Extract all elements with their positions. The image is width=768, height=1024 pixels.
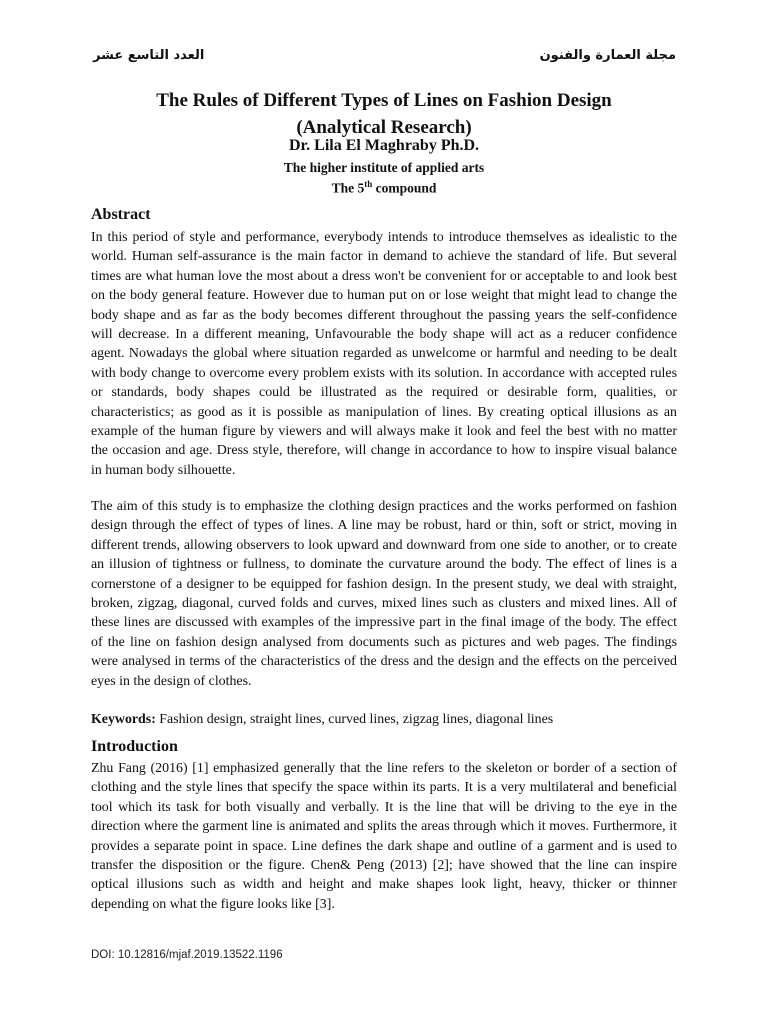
issue-number-arabic: العدد التاسع عشر bbox=[93, 48, 205, 63]
institution-line-1: The higher institute of applied arts bbox=[283, 160, 485, 175]
keywords bbox=[91, 710, 553, 729]
abstract-paragraph-2: The aim of this study is to emphasize the clothing design practices and the works performed on fashion design through the effect of types of lines. A line may be robust, hard or thin, soft or strict, moving in different trends, allowing observers to look upward and downward from one side to another, or to create an illusion of tightness or fullness, to dominate the curvature around the body. The effect of lines is a cornerstone of a designer to be equipped for fashion design. In the present study, we deal with straight, broken, zigzag, diagonal, curved folds and curves, mixed lines such as clusters and mixed lines. All of these lines are discussed with examples of the impressive part in the final image of the body. The effect of the line on fashion design analysed from documents such as pictures and web pages. The findings were analysed in terms of the characteristics of the dress and the design and the effects on the perceived eyes in the design of clothes. bbox=[91, 499, 677, 689]
journal-name-arabic: مجلة العمارة والفنون bbox=[539, 48, 676, 63]
author-name: Dr. Lila El Maghraby Ph.D. bbox=[288, 137, 480, 154]
abstract-paragraph-1: In this period of style and performance, everybody intends to introduce themselves as idealistic to the world. Human self-assurance is the main factor in demand to achieve the standard of life. But several times are what human love the most about a dress won't be convenient for or acceptable to and look best on the body general feature. However due to human put on or lose weight that might lead to change the body shape and as far as the body becomes different throughout the passing years the self-confidence will decrease. In a different meaning, Unfavourable the body shape will act as a reducer confidence agent. Nowadays the global where situation regarded as unwelcome or harmful and needing to be dealt with body change to overcome every problem exists with its solution. In accordance with accepted rules or standards, body shapes could be illustrated as the required or desirable form, qualities, or characteristics; as good as it is possible as manipulation of lines. By creating optical illusions as an example of the human figure by viewers and will always make it look and feel the best with no matter the occasion and age. Dress style, therefore, will change in accordance to how to inspire visual balance in human body silhouette. bbox=[91, 230, 677, 478]
introduction-heading: Introduction bbox=[91, 738, 178, 755]
institution-line-2-pre: The 5 bbox=[331, 180, 365, 196]
institution-line-2-post: compound bbox=[372, 180, 437, 196]
keywords-list: Fashion design, straight lines, curved lines, zigzag lines, diagonal lines bbox=[155, 712, 554, 727]
doi-footer: DOI: 10.12816/mjaf.2019.13522.1196 bbox=[91, 949, 283, 961]
title-line-2: (Analytical Research) bbox=[296, 117, 472, 138]
introduction-paragraph-1: Zhu Fang (2016) [1] emphasized generally that the line refers to the skeleton or border of a section of clothing and the style lines that specify the space within its parts. It is a very multilateral and beneficial tool which its task for both visually and verbally. It is the line that will be driving to the eye in the direction where the garment line is animated and splits the areas through which it moves. Furthermore, it provides a separate point in space. Line defines the dark shape and outline of a garment and is used to transfer the disposition or the figure. Chen& Peng (2013) [2]; have showed that the line can inspire optical illusions such as width and height and make shapes look light, heavy, thicker or thinner depending on what the figure looks like [3]. bbox=[91, 761, 677, 912]
abstract-heading: Abstract bbox=[91, 206, 151, 223]
title-line-1: The Rules of Different Types of Lines on Fashion Design bbox=[156, 90, 612, 111]
institution-line-2 bbox=[0, 179, 768, 197]
institution-line-2-sup: th bbox=[364, 179, 373, 189]
keywords-label: Keywords: bbox=[91, 712, 156, 727]
paper-title bbox=[0, 87, 768, 141]
